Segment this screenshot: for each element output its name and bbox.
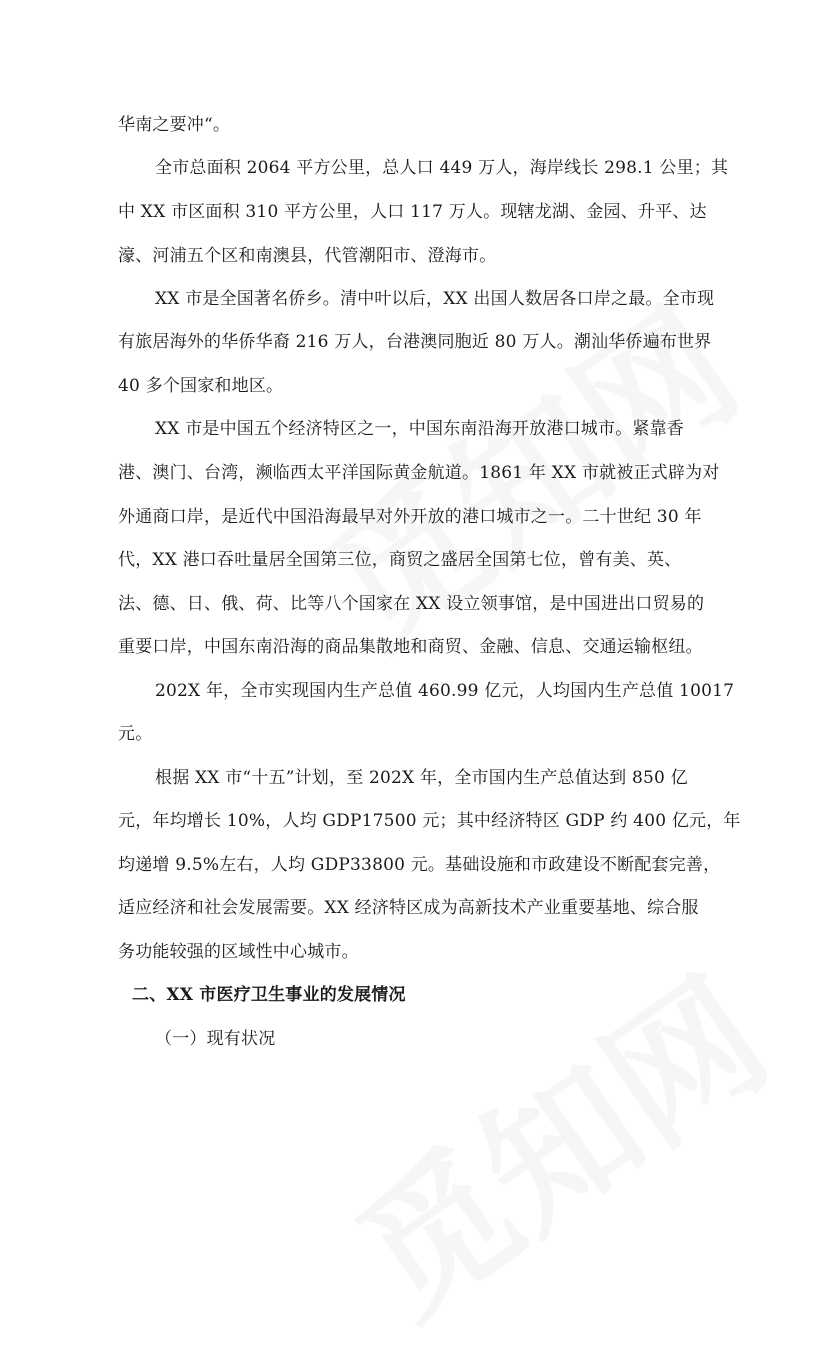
- paragraph-first-line: 全市总面积 2064 平方公里，总人口 449 万人，海岸线长 298.1 公里；其: [155, 158, 729, 178]
- text-line: 均递增 9.5%左右，人均 GDP33800 元。基础设施和市政建设不断配套完善，: [118, 855, 721, 875]
- text-line: 适应经济和社会发展需要。XX 经济特区成为高新技术产业重要基地、综合服: [118, 898, 699, 918]
- paragraph-first-line: XX 市是中国五个经济特区之一，中国东南沿海开放港口城市。紧靠香: [155, 419, 685, 439]
- text-line: 外通商口岸，是近代中国沿海最早对外开放的港口城市之一。二十世纪 30 年: [118, 507, 702, 527]
- text-line: 元，年均增长 10%，人均 GDP17500 元；其中经济特区 GDP 约 400 亿元，年: [118, 811, 741, 831]
- text-line: 务功能较强的区域性中心城市。: [118, 942, 359, 962]
- text-line: 港、澳门、台湾，濒临西太平洋国际黄金航道。1861 年 XX 市就被正式辟为对: [118, 463, 720, 483]
- text-line: 40 多个国家和地区。: [118, 376, 284, 396]
- section-heading: 二、XX 市医疗卫生事业的发展情况: [132, 985, 406, 1005]
- text-line: 华南之要冲“。: [118, 115, 231, 135]
- paragraph-first-line: 根据 XX 市“十五”计划，至 202X 年，全市国内生产总值达到 850 亿: [155, 768, 688, 788]
- text-line: 濠、河浦五个区和南澳县，代管潮阳市、澄海市。: [118, 246, 497, 266]
- text-line: 中 XX 市区面积 310 平方公里，人口 117 万人。现辖龙湖、金园、升平、达: [118, 202, 707, 222]
- text-line: 法、德、日、俄、荷、比等八个国家在 XX 设立领事馆，是中国进出口贸易的: [118, 594, 705, 614]
- text-line: 有旅居海外的华侨华裔 216 万人，台港澳同胞近 80 万人。潮汕华侨遍布世界: [118, 332, 712, 352]
- text-line: 重要口岸，中国东南沿海的商品集散地和商贸、金融、信息、交通运输枢纽。: [118, 637, 703, 657]
- text-line: 元。: [118, 724, 153, 744]
- subsection-heading: （一）现有状况: [155, 1029, 276, 1049]
- paragraph-first-line: 202X 年，全市实现国内生产总值 460.99 亿元，人均国内生产总值 10017: [155, 681, 735, 701]
- paragraph-first-line: XX 市是全国著名侨乡。清中叶以后，XX 出国人数居各口岸之最。全市现: [155, 289, 715, 309]
- text-line: 代，XX 港口吞吐量居全国第三位，商贸之盛居全国第七位，曾有美、英、: [118, 550, 682, 570]
